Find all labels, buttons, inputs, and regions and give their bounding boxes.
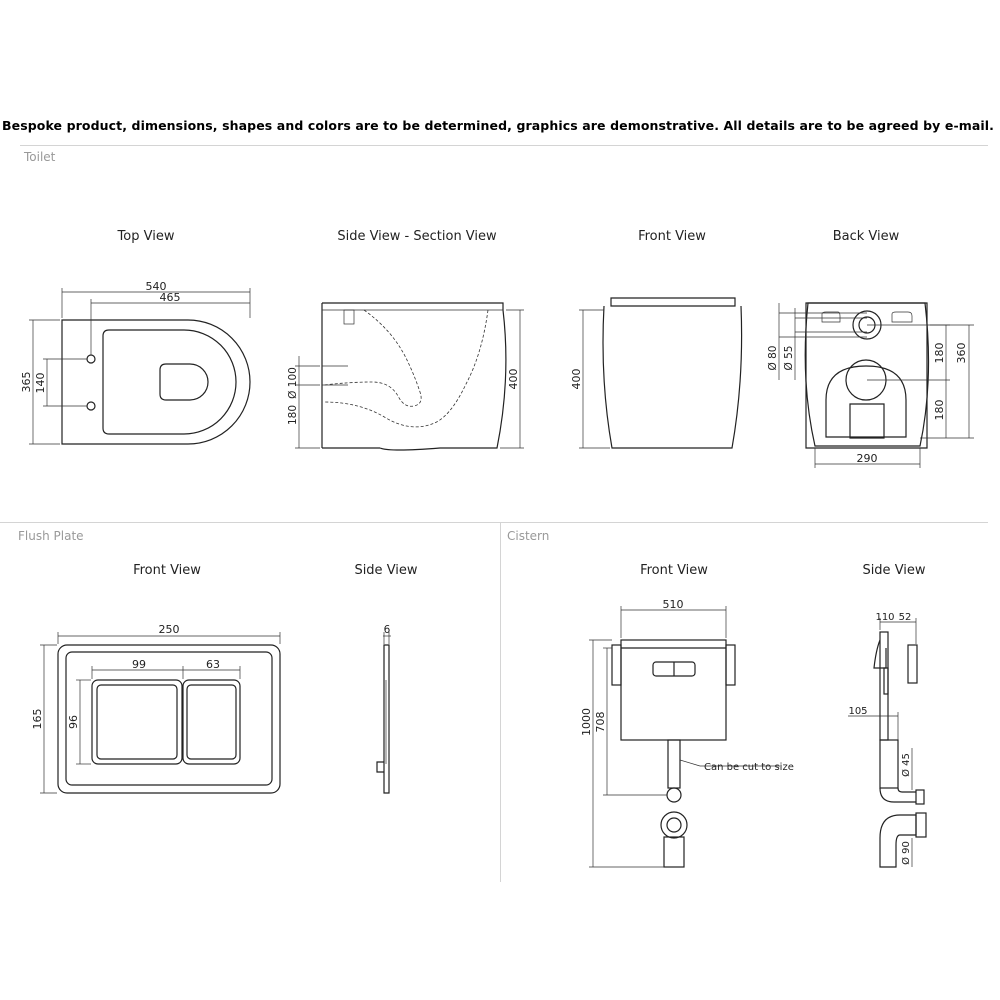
section-label-toilet: Toilet	[24, 150, 56, 164]
view-title-flush-front: Front View	[133, 563, 201, 578]
dim-back-upper-180: 180	[933, 342, 946, 364]
view-title-cistern-side: Side View	[862, 563, 926, 578]
dim-cistern-side-dia-90: Ø 90	[901, 841, 912, 865]
toilet-side-view-drawing	[287, 303, 524, 450]
dim-side-180: 180	[287, 404, 299, 426]
dim-cistern-510: 510	[662, 598, 684, 611]
toilet-top-view-drawing	[20, 280, 250, 444]
dim-flush-96: 96	[67, 715, 80, 729]
view-title-cistern-front: Front View	[640, 563, 708, 578]
section-label-flush-plate: Flush Plate	[18, 529, 84, 543]
cistern-side-drawing	[848, 612, 926, 867]
dim-cistern-side-105: 105	[848, 706, 868, 717]
cistern-front-drawing	[580, 598, 794, 867]
dim-top-465: 465	[159, 291, 181, 304]
dim-flush-250: 250	[158, 623, 180, 636]
dim-back-dia-80: Ø 80	[767, 345, 779, 371]
dim-back-lower-180: 180	[933, 399, 946, 421]
dim-side-400: 400	[507, 368, 520, 390]
dim-back-290: 290	[856, 452, 878, 465]
dim-back-dia-55: Ø 55	[783, 345, 795, 371]
dim-cistern-1000: 1000	[580, 708, 593, 736]
dim-flush-165: 165	[31, 708, 44, 730]
dim-flush-99: 99	[132, 658, 146, 671]
cut-to-size-note: Can be cut to size	[704, 762, 794, 773]
dim-side-dia-100: Ø 100	[287, 367, 299, 399]
dim-cistern-708: 708	[594, 711, 607, 733]
dim-flush-side-6: 6	[383, 624, 391, 636]
flush-plate-side-drawing	[377, 624, 391, 793]
dim-cistern-side-52: 52	[898, 612, 912, 623]
view-title-toilet-front: Front View	[638, 229, 706, 244]
flush-plate-front-drawing	[31, 623, 280, 793]
view-title-toilet-side: Side View - Section View	[337, 229, 497, 244]
section-label-cistern: Cistern	[507, 529, 550, 543]
dim-flush-63: 63	[206, 658, 220, 671]
view-title-toilet-top: Top View	[117, 229, 175, 244]
dim-top-365: 365	[20, 371, 33, 393]
toilet-back-view-drawing	[767, 303, 974, 468]
dim-top-540: 540	[145, 280, 167, 293]
disclaimer-notice: Bespoke product, dimensions, shapes and colors are to be determined, graphics are demonstrative. All details are to be agreed by e-mail.	[2, 118, 995, 133]
dim-cistern-side-110: 110	[875, 612, 895, 623]
view-title-flush-side: Side View	[354, 563, 418, 578]
toilet-front-view-drawing	[570, 298, 742, 448]
dim-cistern-side-dia-45: Ø 45	[901, 753, 912, 777]
dim-back-total-360: 360	[955, 342, 968, 364]
view-title-toilet-back: Back View	[832, 229, 900, 244]
dim-top-140: 140	[34, 372, 47, 394]
dim-front-400: 400	[570, 368, 583, 390]
